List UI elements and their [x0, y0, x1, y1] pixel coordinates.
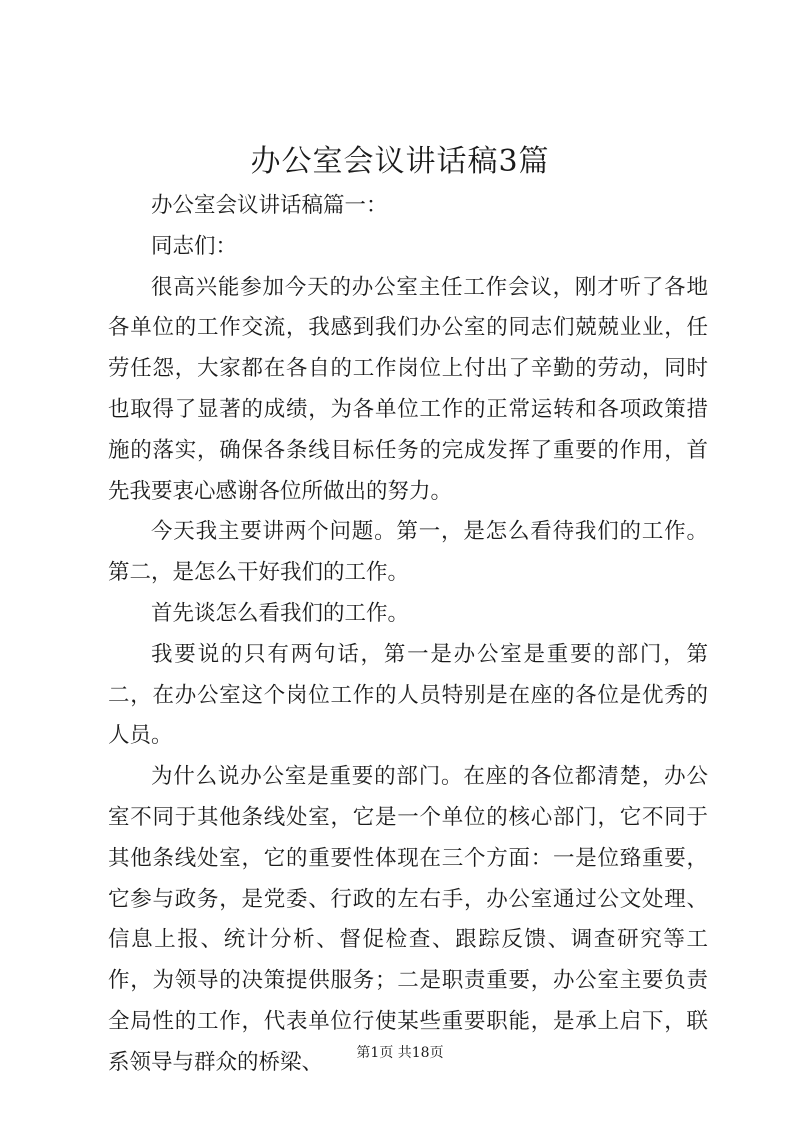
paragraph: 同志们： — [151, 233, 238, 259]
document-title: 办公室会议讲话稿3篇 — [250, 144, 550, 179]
paragraph: 今天我主要讲两个问题。第一，是怎么看待我们的工作。第二，是怎么干好我们的工作。 — [108, 519, 708, 586]
paragraph: 办公室会议讲话稿篇一： — [151, 193, 388, 218]
paragraph: 很高兴能参加今天的办公室主任工作会议，刚才听了各地各单位的工作交流，我感到我们办公室的同志们兢兢业业，任劳任怨，大家都在各自的工作岗位上付出了辛勤的劳动，同时也取得了显著的成绩，为各单位工作的正常运转和各项政策措施的落实，确保各条线目标任务的完成发挥了重要的作用，首先我要衷心感谢各位所做出的努力。 — [108, 274, 708, 504]
page-number-footer: 第1页 共18页 — [356, 1045, 444, 1061]
paragraph: 为什么说办公室是重要的部门。在座的各位都清楚，办公室不同于其他条线处室，它是一个单位的核心部门，它不同于其他条线处室，它的重要性体现在三个方面：一是位臵重要，它参与政务，是党委、行政的左右手，办公室通过公文处理、信息上报、统计分析、督促检查、跟踪反馈、调查研究等工作，为领导的决策提供服务；二是职责重要，办公室主要负责全局性的工作，代表单位行使某些重要职能，是承上启下，联系领导与群众的桥梁、 — [108, 764, 708, 1075]
document-body — [108, 186, 708, 1084]
paragraph: 我要说的只有两句话，第一是办公室是重要的部门，第二，在办公室这个岗位工作的人员特别是在座的各位是优秀的人员。 — [108, 641, 708, 749]
paragraph: 首先谈怎么看我们的工作。 — [151, 600, 410, 626]
